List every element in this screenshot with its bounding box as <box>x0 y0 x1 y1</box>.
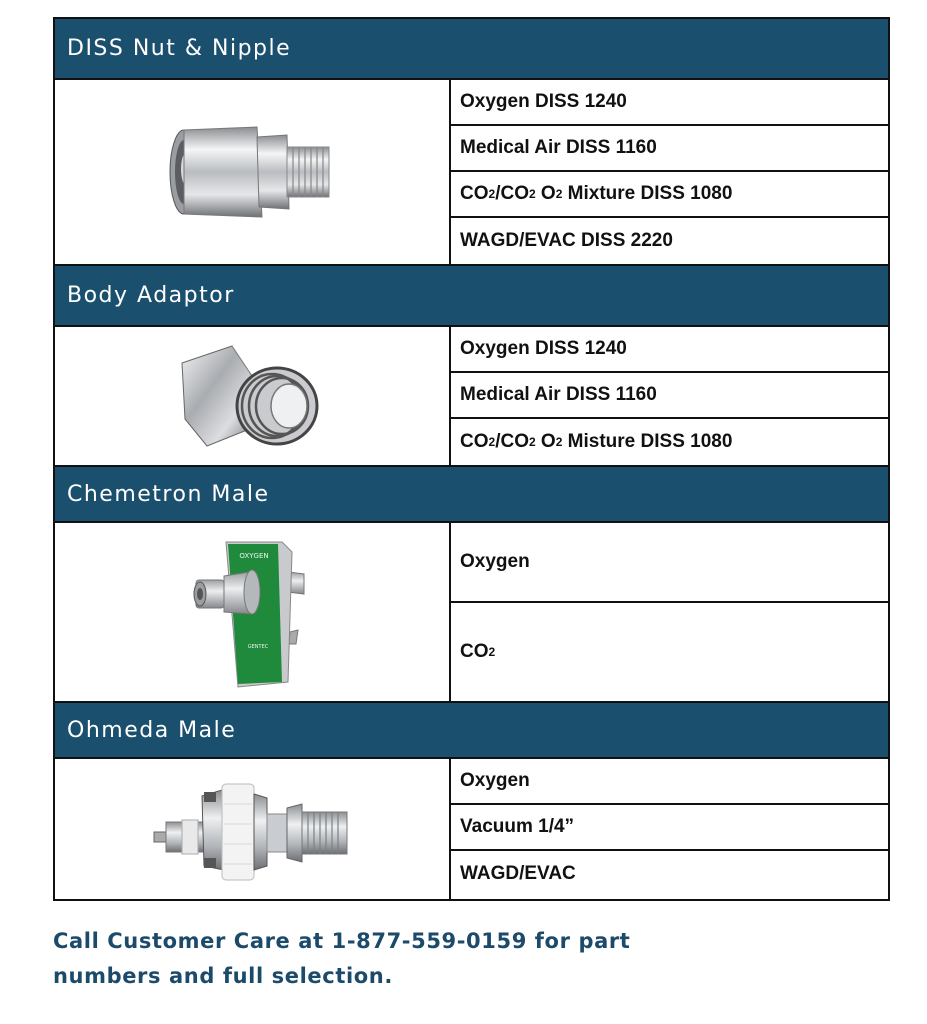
section-title: DISS Nut & Nipple <box>67 36 292 61</box>
spec-item: CO 2 /CO 2 O 2 Mixture DISS 1080 <box>451 172 888 218</box>
spec-item: Oxygen DISS 1240 <box>451 327 888 373</box>
section-body-body-adaptor <box>55 327 888 465</box>
product-image-body-adaptor <box>55 327 451 465</box>
diss-nut-nipple-icon <box>162 117 342 227</box>
section-title: Body Adaptor <box>67 283 235 308</box>
footer-line-2: numbers and full selection. <box>53 964 393 988</box>
product-image-diss-nut-nipple <box>55 80 451 264</box>
spec-item: WAGD/EVAC DISS 2220 <box>451 218 888 264</box>
spec-item: WAGD/EVAC <box>451 851 888 897</box>
product-table <box>53 17 890 901</box>
section-header-chemetron-male <box>55 465 888 523</box>
ohmeda-male-icon <box>152 774 352 884</box>
section-header-diss-nut-nipple <box>55 17 888 80</box>
section-body-ohmeda-male <box>55 759 888 901</box>
footer-line-1: Call Customer Care at 1-877-559-0159 for part <box>53 929 631 953</box>
customer-care-note <box>53 924 853 994</box>
spec-item: Medical Air DISS 1160 <box>451 126 888 172</box>
spec-item: Oxygen <box>451 523 888 603</box>
chemetron-male-icon <box>192 532 312 692</box>
spec-item: CO 2 /CO 2 O 2 Misture DISS 1080 <box>451 419 888 465</box>
spec-item: Oxygen <box>451 759 888 805</box>
spec-item: Oxygen DISS 1240 <box>451 80 888 126</box>
spec-item: CO 2 <box>451 603 888 701</box>
spec-list <box>451 523 888 701</box>
section-header-ohmeda-male <box>55 701 888 759</box>
spec-item: Vacuum 1/4” <box>451 805 888 851</box>
section-body-chemetron-male <box>55 523 888 701</box>
body-adaptor-icon <box>177 341 327 451</box>
section-header-body-adaptor <box>55 264 888 327</box>
product-image-ohmeda-male <box>55 759 451 899</box>
spec-list <box>451 80 888 264</box>
chemetron-brand-text: GENTEC <box>247 644 269 650</box>
spec-list <box>451 327 888 465</box>
section-body-diss-nut-nipple <box>55 80 888 264</box>
chemetron-label-text: OXYGEN <box>239 552 269 560</box>
product-image-chemetron-male <box>55 523 451 701</box>
spec-list <box>451 759 888 899</box>
section-title: Ohmeda Male <box>67 717 237 743</box>
section-title: Chemetron Male <box>67 481 270 507</box>
spec-item: Medical Air DISS 1160 <box>451 373 888 419</box>
